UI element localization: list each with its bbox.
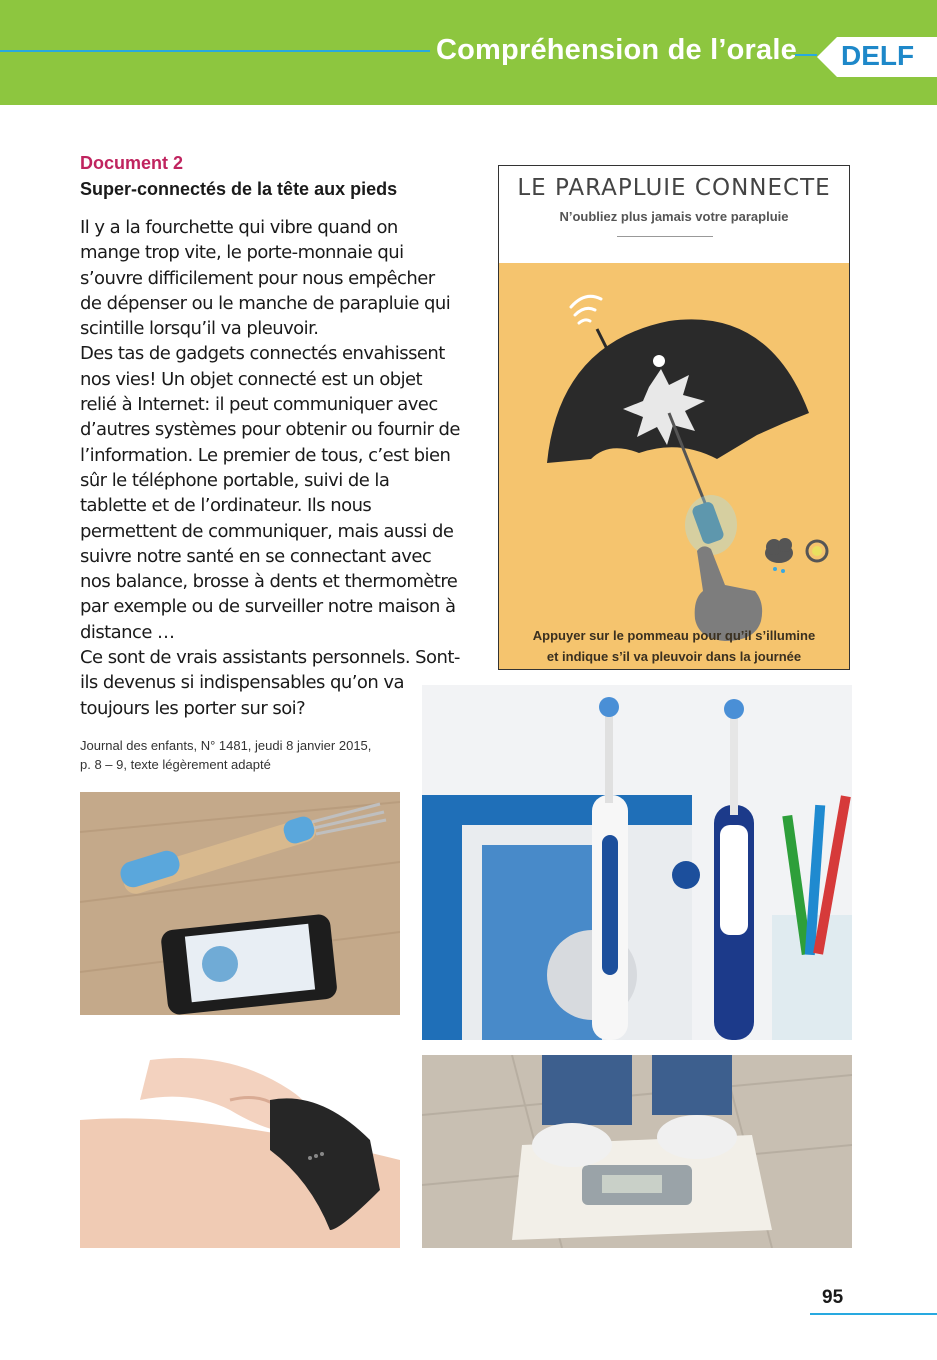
article-body xyxy=(80,215,460,721)
poster-title: LE PARAPLUIE CONNECTE xyxy=(517,175,831,201)
article-paragraph: Ce sont de vrais assistants personnels. Sont-ils devenus si indispensables qu’on va toujours les porter sur soi? xyxy=(80,647,460,719)
wifi-icon xyxy=(571,296,601,323)
caption-line: Appuyer sur le pommeau pour qu’il s’illumine xyxy=(532,628,816,643)
article-paragraph: Des tas de gadgets connectés envahissent nos vies! Un objet connecté est un objet relié à Internet: il peut communiquer avec d’autres systèmes pour obtenir ou fournir de l’information. Le premier de tous, c’est bien sûr le téléphone portable, suivi de la tablette et de l’ordinateur. Ils nous permettent de communiquer, mais aussi de suivre notre santé en se connectant avec nos balance, brosse à dents et thermomètre par exemple ou de surveiller notre maison à distance … xyxy=(80,343,460,643)
umbrella-illustration xyxy=(499,263,849,669)
bathroom-scale-photo xyxy=(422,1055,852,1248)
delf-label: DELF xyxy=(841,40,915,71)
header-band xyxy=(0,0,937,105)
umbrella-icon xyxy=(499,263,849,669)
footer-rule xyxy=(810,1313,937,1315)
header-rule xyxy=(0,50,430,52)
smart-fork-photo xyxy=(80,792,400,1015)
section-title: Compréhension de l’orale xyxy=(436,34,797,66)
poster-subtitle: N’oubliez plus jamais votre parapluie xyxy=(559,209,789,224)
delf-badge xyxy=(795,36,937,78)
electric-toothbrush-photo xyxy=(422,685,852,1040)
article-source xyxy=(80,736,400,774)
poster-caption xyxy=(499,625,849,667)
caption-line: et indique s’il va pleuvoir dans la journée xyxy=(546,649,802,664)
poster-divider xyxy=(617,236,713,237)
source-line: Journal des enfants, N° 1481, jeudi 8 janvier 2015, xyxy=(80,738,372,753)
source-line: p. 8 – 9, texte légèrement adapté xyxy=(80,757,271,772)
document-label: Document 2 xyxy=(80,153,184,173)
fitness-wristband-photo xyxy=(80,1030,400,1248)
page-number: 95 xyxy=(822,1287,844,1308)
article-title: Super-connectés de la tête aux pieds xyxy=(80,179,398,199)
umbrella-poster xyxy=(498,165,850,670)
article-paragraph: Il y a la fourchette qui vibre quand on mange trop vite, le porte-monnaie qui s’ouvre difficilement pour nous empêcher de dépenser ou le manche de parapluie qui scintille lorsqu’il va pleuvoir. xyxy=(80,217,451,340)
